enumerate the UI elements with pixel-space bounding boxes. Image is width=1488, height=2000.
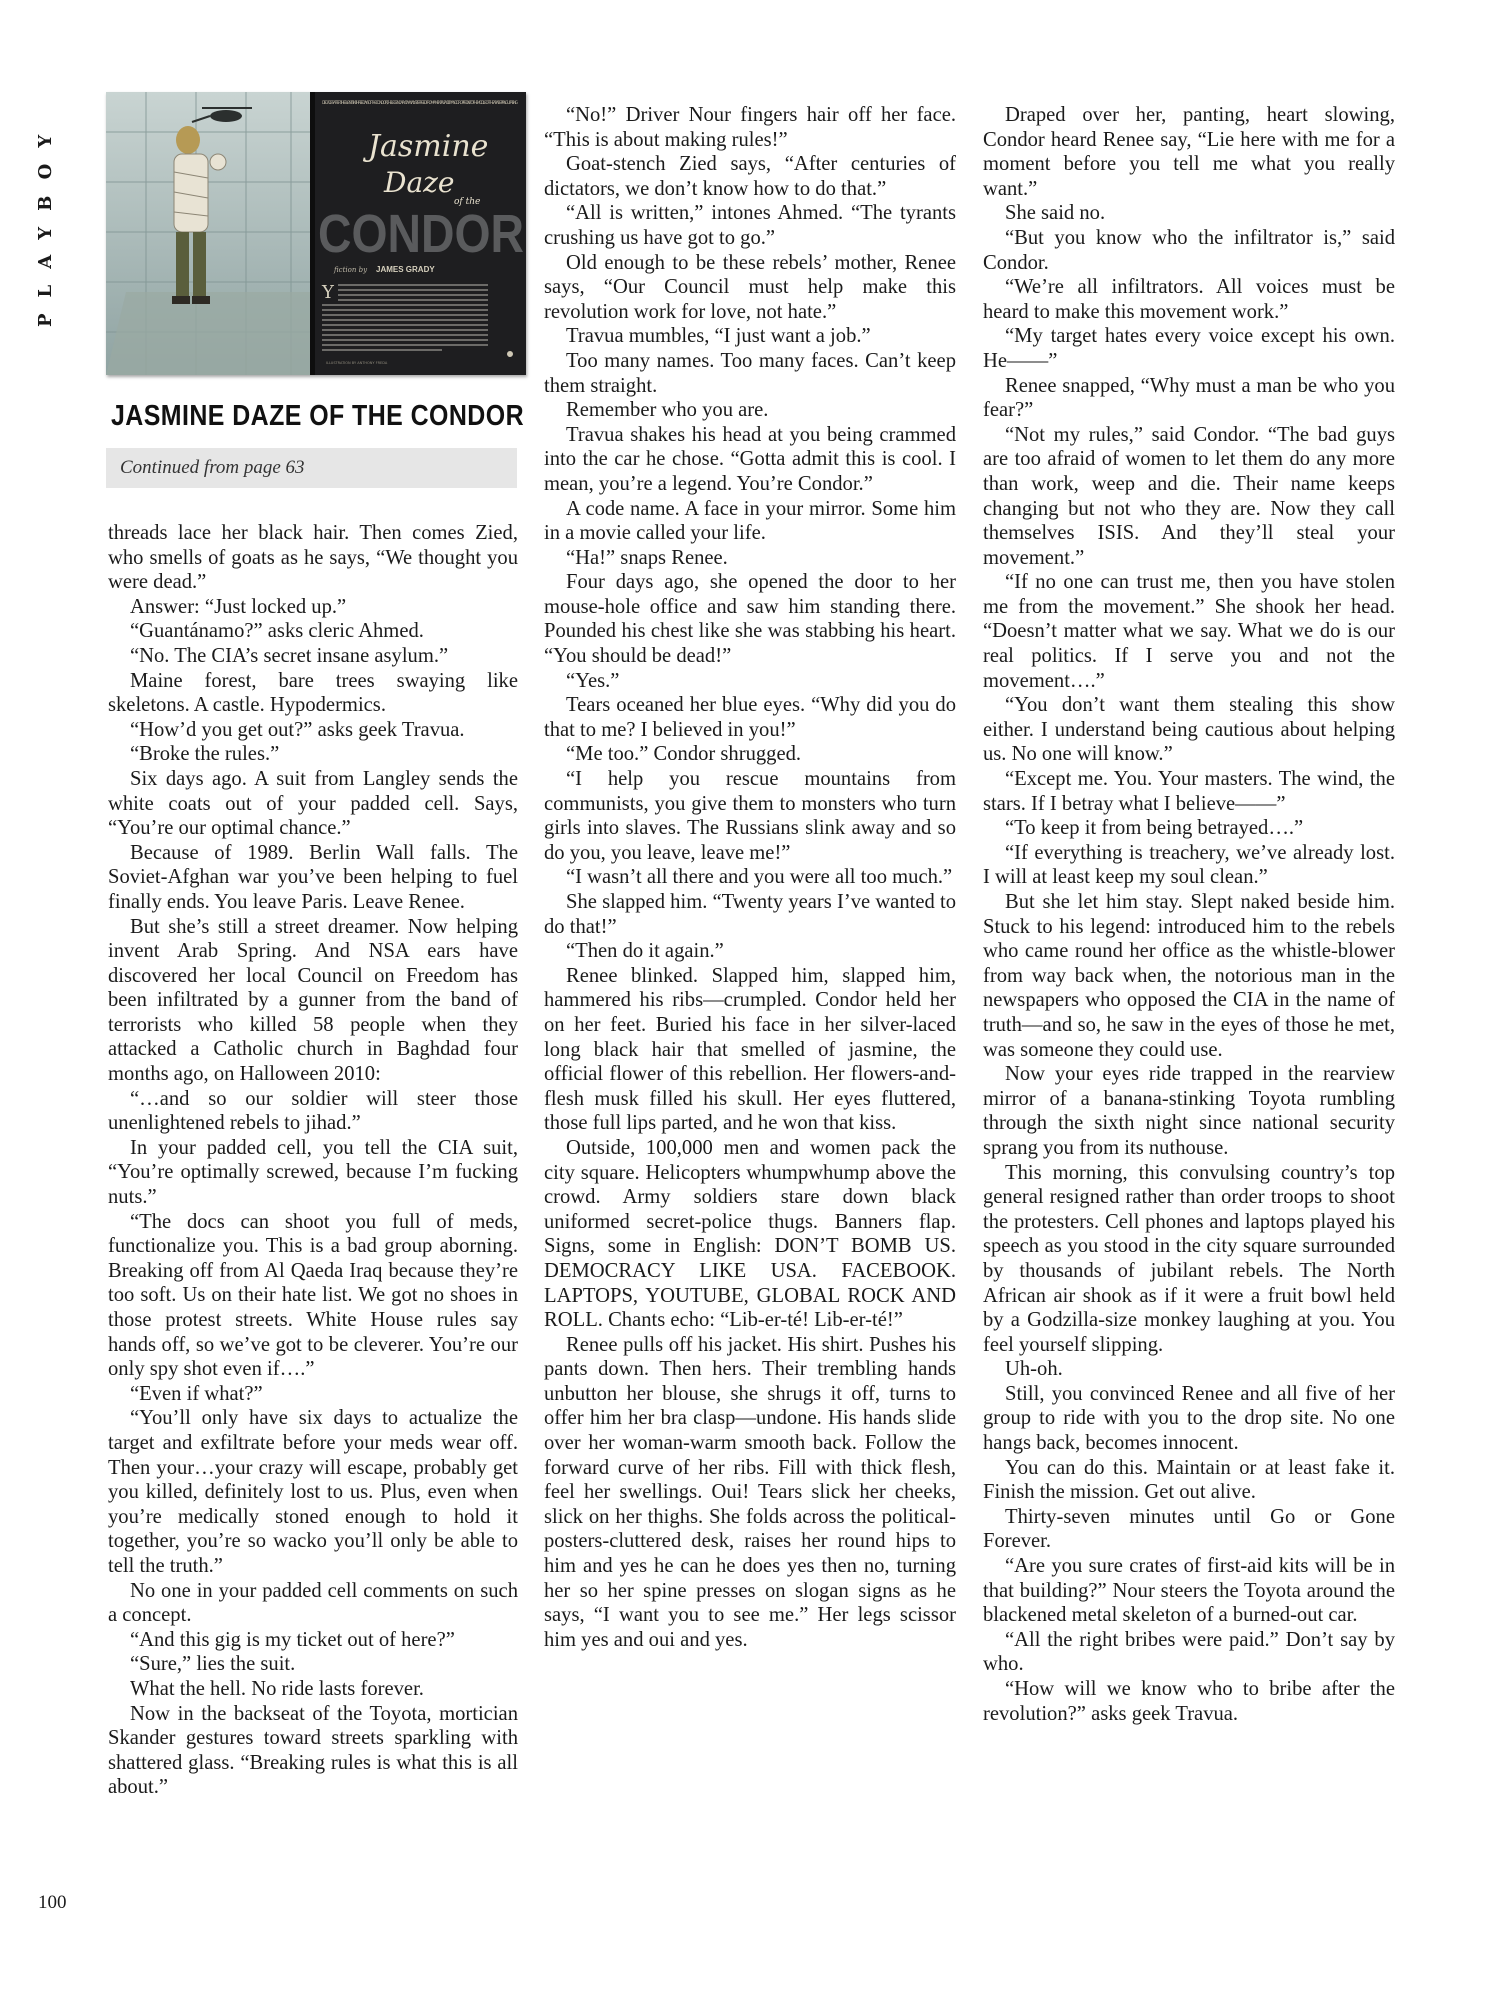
paragraph: “…and so our soldier will steer those unenlightened rebels to jihad.” xyxy=(108,1087,518,1135)
paragraph: Uh-oh. xyxy=(1005,1358,1063,1381)
paragraph: “Broke the rules.” xyxy=(130,743,280,766)
paragraph: “How’d you get out?” asks geek Travua. xyxy=(130,718,465,741)
paragraph: Four days ago, she opened the door to her mouse-hole office and saw him standing there. Pounded his chest like she was stabbing his heart. “You should be dead!” xyxy=(544,571,956,668)
spread-title-line1: Jasmine xyxy=(368,129,489,164)
paragraph: “Ha!” snaps Renee. xyxy=(566,546,728,569)
page-number: 100 xyxy=(38,1892,67,1913)
paragraph: “Even if what?” xyxy=(130,1382,263,1405)
paragraph: “Guantánamo?” asks cleric Ahmed. xyxy=(130,620,424,643)
paragraph: Goat-stench Zied says, “After centuries of dictators, we don’t know how to do that.” xyxy=(544,153,956,200)
paragraph: You can do this. Maintain or at least fake it. Finish the mission. Get out alive. xyxy=(983,1456,1395,1504)
paragraph: “I help you rescue mountains from communists, you give them to monsters who turn girls into slaves. The Russians slink away and so do you, you leave, leave me!” xyxy=(544,768,956,864)
spread-byline-fiction: fiction by xyxy=(334,266,368,274)
paragraph: Renee blinked. Slapped him, slapped him, hammered his ribs—crumpled. Condor held her on her feet. Buried his face in her silver-laced long black hair that smelled of jasmine, the official flower of this rebellion. Her flowers-and-flesh musk filled his skull. Her eyes fluttered, those full lips parted, and he won that kiss. xyxy=(544,964,956,1135)
paragraph: Travua shakes his head at you being crammed into the car he chose. “Gotta admit this is cool. I mean, you’re a legend. You’re Condor.” xyxy=(544,423,956,495)
paragraph: She slapped him. “Twenty years I’ve wanted to do that!” xyxy=(544,891,956,938)
paragraph: Old enough to be these rebels’ mother, Renee says, “Our Council must help make this revolution work for love, not hate.” xyxy=(544,251,956,323)
paragraph: “If no one can trust me, then you have stolen me from the movement.” She shook her head. “Doesn’t matter what we say. What we do is our real politics. If I serve you and not the movement….” xyxy=(983,571,1395,692)
paragraph: “My target hates every voice except his own. He——” xyxy=(983,325,1395,372)
paragraph: Remember who you are. xyxy=(566,399,769,422)
paragraph: But she’s still a street dreamer. Now helping invent Arab Spring. And NSA ears have discovered her local Council on Freedom has been infiltrated by a gunner from the band of terrorists who killed 58 people when they attacked a Catholic church in Baghdad four months ago, on Halloween 2010: xyxy=(108,915,518,1086)
paragraph: “Sure,” lies the suit. xyxy=(130,1653,296,1676)
opening-spread-thumbnail xyxy=(106,92,526,375)
text-column-1 xyxy=(108,521,518,1800)
paragraph: Six days ago. A suit from Langley sends the white coats out of your padded cell. Says, “You’re our optimal chance.” xyxy=(108,767,518,840)
paragraph: Tears oceaned her blue eyes. “Why did you do that to me? I believed in you!” xyxy=(544,694,956,741)
paragraph: Outside, 100,000 men and women pack the city square. Helicopters whumpwhump above the crowd. Army soldiers stare down black uniformed secret-police thugs. Banners flap. Signs, some in English: DON’T BOMB US. DEMOCRACY LIKE USA. FACEBOOK. LAPTOPS, YOUTUBE, GLOBAL ROCK AND ROLL. Chants echo: “Lib-er-té! Lib-er-té!” xyxy=(544,1136,956,1332)
paragraph: Thirty-seven minutes until Go or Gone Forever. xyxy=(983,1505,1395,1553)
paragraph: Too many names. Too many faces. Can’t keep them straight. xyxy=(544,349,956,397)
paragraph: “And this gig is my ticket out of here?” xyxy=(130,1628,455,1651)
paragraph: “The docs can shoot you full of meds, functionalize you. This is a bad group aborning. Breaking off from Al Qaeda Iraq because they’re too soft. Us on their hate list. We got no shoes in those protest streets. White House rules say hands off, so we’ve got to be cleverer. You’re our only spy shot even if….” xyxy=(108,1210,518,1381)
paragraph: “We’re all infiltrators. All voices must be heard to make this movement work.” xyxy=(983,276,1395,323)
text-column-3 xyxy=(983,103,1395,1726)
magazine-name: PLAYBOY xyxy=(35,118,56,327)
paragraph: Renee pulls off his jacket. His shirt. Pushes his pants down. Then hers. Their trembling hands unbutton her blouse, she shrugs it off, turns to offer him her bra clasp—undone. His hands slide over her woman-warm smooth back. Follow the forward curve of her ribs. Fill with thick flesh, feel her swellings. Oui! Tears slick her cheeks, slick on her thighs. She folds across the political-posters-cluttered desk, raises her round hips to him and yes he can he does yes then no, turning her so her spine presses on slogan signs as he says, “I want you to see me.” Her legs scissor him yes and oui and yes. xyxy=(544,1333,956,1651)
spread-credit: ILLUSTRATION BY ANTHONY FREDA xyxy=(326,361,388,365)
paragraph: “Me too.” Condor shrugged. xyxy=(566,743,802,766)
paragraph: Answer: “Just locked up.” xyxy=(130,595,347,618)
magazine-logo-vertical xyxy=(32,92,58,327)
paragraph: “Yes.” xyxy=(566,669,620,692)
paragraph: In your padded cell, you tell the CIA suit, “You’re optimally screwed, because I’m fucking nuts.” xyxy=(108,1136,518,1209)
paragraph: “Not my rules,” said Condor. “The bad guys are too afraid of women to let them do any more than work, weep and die. Their name keeps changing but not who they are. Now they call themselves ISIS. And they’ll steal your movement.” xyxy=(983,423,1395,569)
paragraph: She said no. xyxy=(1005,202,1106,225)
paragraph: “I wasn’t all there and you were all too much.” xyxy=(566,866,953,889)
paragraph: “Are you sure crates of first-aid kits will be in that building?” Nour steers the Toyota around the blackened metal skeleton of a burned-out car. xyxy=(983,1555,1395,1627)
paragraph: Maine forest, bare trees swaying like skeletons. A castle. Hypodermics. xyxy=(108,669,518,717)
spread-title-line2: Daze xyxy=(384,166,455,199)
paragraph: Still, you convinced Renee and all five of her group to ride with you to the drop site. No one hangs back, becomes innocent. xyxy=(983,1382,1395,1455)
article-headline: JASMINE DAZE OF THE CONDOR xyxy=(111,400,525,432)
paragraph: Now your eyes ride trapped in the rearview mirror of a banana-stinking Toyota rumbling through the sixth night since national security sprang you from its nuthouse. xyxy=(983,1063,1395,1159)
paragraph: Because of 1989. Berlin Wall falls. The Soviet-Afghan war you’ve been helping to fuel finally ends. You leave Paris. Leave Renee. xyxy=(108,841,518,913)
paragraph: “To keep it from being betrayed….” xyxy=(1005,817,1304,840)
paragraph: But she let him stay. Slept naked beside him. Stuck to his legend: introduced him to the rebels who came round her office as the whistle-blower from way back when, the notorious man in the newspapers who opposed the CIA in the name of truth—and so, he saw in the eyes of those he met, was someone they could use. xyxy=(983,891,1395,1061)
paragraph: threads lace her black hair. Then comes Zied, who smells of goats as he says, “We thought you were dead.” xyxy=(108,522,518,594)
spread-illustration xyxy=(106,92,526,375)
paragraph: No one in your padded cell comments on such a concept. xyxy=(108,1579,518,1627)
paragraph: “All the right bribes were paid.” Don’t say by who. xyxy=(983,1628,1395,1676)
spread-title-big: CONDOR xyxy=(318,204,524,264)
paragraph: “How will we know who to bribe after the revolution?” asks geek Travua. xyxy=(983,1678,1395,1725)
paragraph: Renee snapped, “Why must a man be who you fear?” xyxy=(983,374,1395,422)
spread-byline-author: JAMES GRADY xyxy=(376,265,435,274)
paragraph: “You’ll only have six days to actualize the target and exfiltrate before your meds wear off. Then your…your crazy will escape, probably get you killed, definitely lost to us. Plus, even when you’re medically stoned enough to hold it together, you’re so wacko you’ll only be able to tell the truth.” xyxy=(108,1407,518,1577)
paragraph: “Then do it again.” xyxy=(566,940,724,963)
spread-intro: DECADES AFTER THE EVENTS IN THREE DAYS OF THE CONDOR, THE LEGENDARY CIA ANALYST IS FREED FROM A MENTAL FACILITY AND DROPPED INTO THE MIDDLE OF THE ARAB SPRING UPRISING xyxy=(322,100,518,105)
continued-from-note: Continued from page 63 xyxy=(106,448,517,488)
paragraph: “If everything is treachery, we’ve already lost. I will at least keep my soul clean.” xyxy=(983,841,1395,889)
paragraph: Draped over her, panting, heart slowing, Condor heard Renee say, “Lie here with me for a moment before you tell me what you really want.” xyxy=(983,104,1395,200)
paragraph: “All is written,” intones Ahmed. “The tyrants crushing us have got to go.” xyxy=(544,202,956,249)
paragraph: Now in the backseat of the Toyota, mortician Skander gestures toward streets sparkling with shattered glass. “Breaking rules is what this is all about.” xyxy=(108,1702,518,1799)
paragraph: “But you know who the infiltrator is,” said Condor. xyxy=(983,226,1395,274)
paragraph: “No. The CIA’s secret insane asylum.” xyxy=(130,644,449,667)
paragraph: Travua mumbles, “I just want a job.” xyxy=(566,325,871,348)
paragraph: “No!” Driver Nour fingers hair off her face. “This is about making rules!” xyxy=(544,104,956,151)
paragraph: A code name. A face in your mirror. Some him in a movie called your life. xyxy=(544,497,956,545)
spread-drop-cap: Y xyxy=(322,282,334,303)
paragraph: “Except me. You. Your masters. The wind, the stars. If I betray what I believe——” xyxy=(983,768,1395,815)
end-mark-icon xyxy=(507,351,513,357)
paragraph: “You don’t want them stealing this show either. I understand being cautious about helping us. No one will know.” xyxy=(983,694,1395,766)
paragraph: What the hell. No ride lasts forever. xyxy=(130,1677,424,1700)
spread-title-of: of the xyxy=(454,197,481,207)
paragraph: This morning, this convulsing country’s top general resigned rather than order troops to shoot the protesters. Cell phones and laptops played his speech as you stood in the city square surrounded by thousands of jubilant rebels. The North African air shook as if it were a fruit bowl held by a Godzilla-size monkey laughing at you. You feel yourself slipping. xyxy=(983,1161,1395,1356)
text-column-2 xyxy=(544,103,956,1652)
